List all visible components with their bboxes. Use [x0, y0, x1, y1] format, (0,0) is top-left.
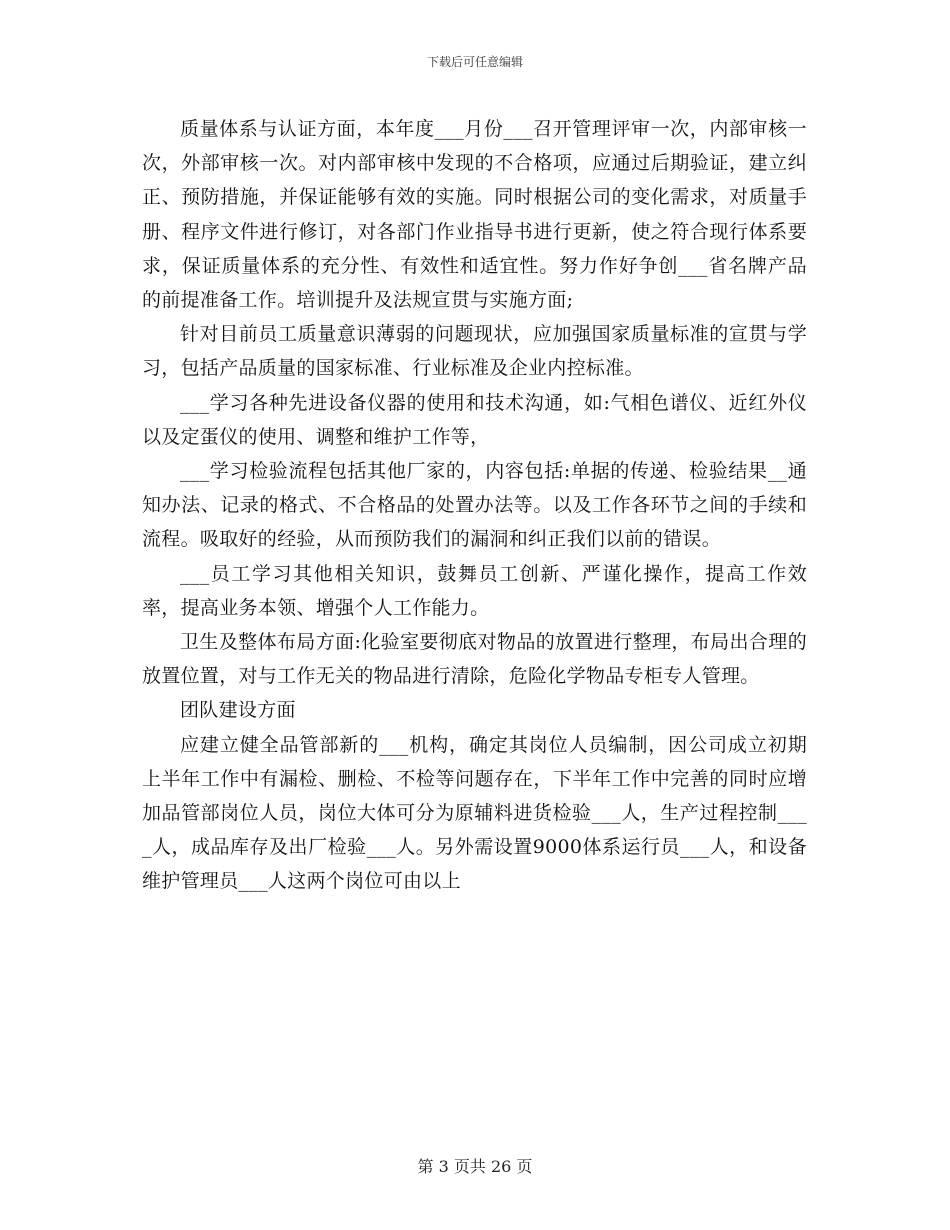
- paragraph-team-building: 应建立健全品管部新的___机构，确定其岗位人员编制，因公司成立初期上半年工作中有漏检、删检、不检等问题存在，下半年工作中完善的同时应增加品管部岗位人员，岗位大体可分为原辅料进货检验___人，生产过程控制____人，成品库存及出厂检验___人。另外需设置9000体系运行员___人，和设备维护管理员___人这两个岗位可由以上: [142, 733, 807, 893]
- paragraph-equipment-training: ___学习各种先进设备仪器的使用和技术沟通，如:气相色谱仪、近红外仪以及定蛋仪的使用、调整和维护工作等，: [142, 391, 807, 448]
- paragraph-quality-system: 质量体系与认证方面，本年度___月份___召开管理评审一次，内部审核一次，外部审核一次。对内部审核中发现的不合格项，应通过后期验证，建立纠正、预防措施，并保证能够有效的实施。同时根据公司的变化需求，对质量手册、程序文件进行修订，对各部门作业指导书进行更新，使之符合现行体系要求，保证质量体系的充分性、有效性和适宜性。努力作好争创___省名牌产品的前提准备工作。培训提升及法规宣贯与实施方面;: [142, 118, 807, 312]
- page-number-footer: 第 3 页共 26 页: [417, 1157, 533, 1176]
- page-header-note: 下载后可任意编辑: [426, 55, 523, 69]
- paragraph-staff-learning: ___员工学习其他相关知识，鼓舞员工创新、严谨化操作，提高工作效率，提高业务本领、增强个人工作能力。: [142, 562, 807, 619]
- paragraph-hygiene-layout: 卫生及整体布局方面:化验室要彻底对物品的放置进行整理，布局出合理的放置位置，对与工作无关的物品进行清除，危险化学物品专柜专人管理。: [142, 631, 807, 688]
- paragraph-quality-awareness: 针对目前员工质量意识薄弱的问题现状，应加强国家质量标准的宣贯与学习，包括产品质量的国家标准、行业标准及企业内控标准。: [142, 323, 807, 380]
- paragraph-inspection-process: ___学习检验流程包括其他厂家的，内容包括:单据的传递、检验结果__通知办法、记录的格式、不合格品的处置办法等。以及工作各环节之间的手续和流程。吸取好的经验，从而预防我们的漏洞和纠正我们以前的错误。: [142, 460, 807, 551]
- paragraph-team-heading: 团队建设方面: [180, 699, 296, 722]
- document-body: [142, 112, 807, 899]
